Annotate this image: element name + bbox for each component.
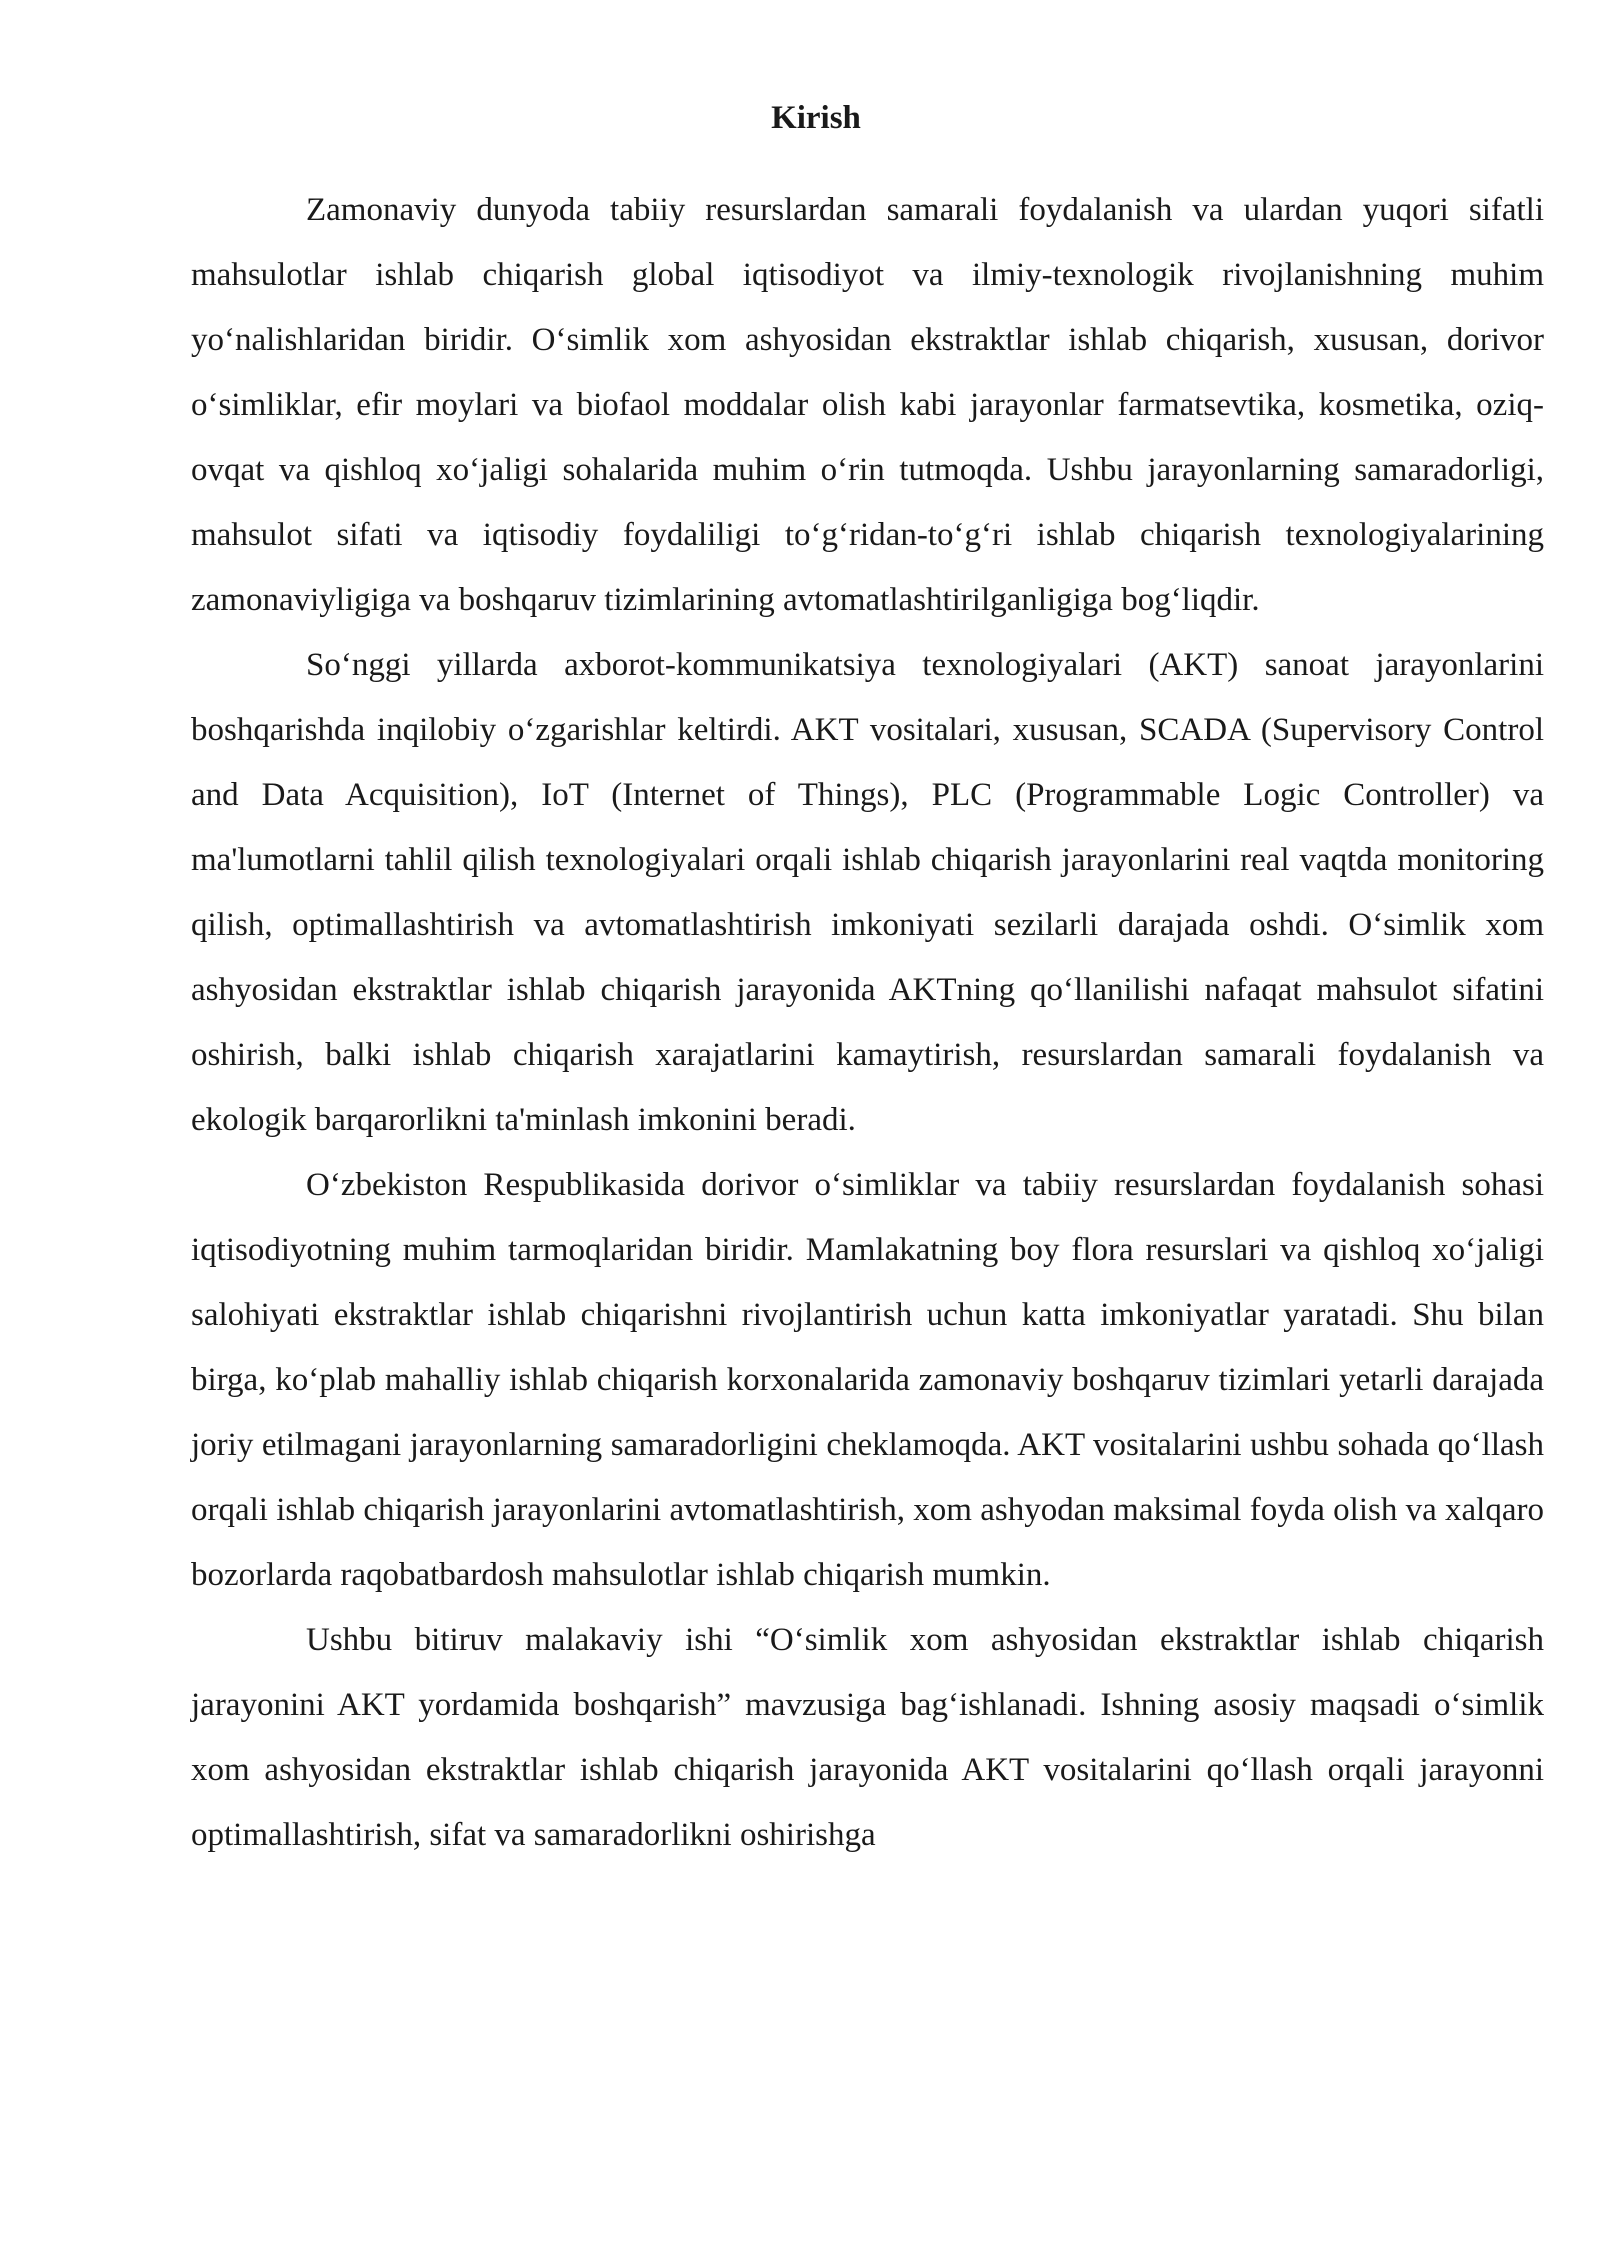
document-body bbox=[191, 178, 1544, 1868]
page-title: Kirish bbox=[771, 100, 861, 136]
paragraph-4: Ushbu bitiruv malakaviy ishi “O‘simlik xom ashyosidan ekstraktlar ishlab chiqarish jarayonini AKT yordamida boshqarish” mavzusiga bag‘ishlanadi. Ishning asosiy maqsadi o‘simlik xom ashyosidan ekstraktlar ishlab chiqarish jarayonida AKT vositalarini qo‘llash orqali jarayonni optimallashtirish, sifat va samaradorlikni oshirishga bbox=[191, 1622, 1544, 1853]
paragraph-1: Zamonaviy dunyoda tabiiy resurslardan samarali foydalanish va ulardan yuqori sifatli mahsulotlar ishlab chiqarish global iqtisodiyot va ilmiy-texnologik rivojlanishning muhim yo‘nalishlaridan biridir. O‘simlik xom ashyosidan ekstraktlar ishlab chiqarish, xususan, dorivor o‘simliklar, efir moylari va biofaol moddalar olish kabi jarayonlar farmatsevtika, kosmetika, oziq-ovqat va qishloq xo‘jaligi sohalarida muhim o‘rin tutmoqda. Ushbu jarayonlarning samaradorligi, mahsulot sifati va iqtisodiy foydaliligi to‘g‘ridan-to‘g‘ri ishlab chiqarish texnologiyalarining zamonaviyligiga va boshqaruv tizimlarining avtomatlashtirilganligiga bog‘liqdir. bbox=[191, 192, 1544, 618]
paragraph-2: So‘nggi yillarda axborot-kommunikatsiya texnologiyalari (AKT) sanoat jarayonlarini boshqarishda inqilobiy o‘zgarishlar keltirdi. AKT vositalari, xususan, SCADA (Supervisory Control and Data Acquisition), IoT (Internet of Things), PLC (Programmable Logic Controller) va ma'lumotlarni tahlil qilish texnologiyalari orqali ishlab chiqarish jarayonlarini real vaqtda monitoring qilish, optimallashtirish va avtomatlashtirish imkoniyati sezilarli darajada oshdi. O‘simlik xom ashyosidan ekstraktlar ishlab chiqarish jarayonida AKTning qo‘llanilishi nafaqat mahsulot sifatini oshirish, balki ishlab chiqarish xarajatlarini kamaytirish, resurslardan samarali foydalanish va ekologik barqarorlikni ta'minlash imkonini beradi. bbox=[191, 647, 1544, 1138]
paragraph-3: O‘zbekiston Respublikasida dorivor o‘simliklar va tabiiy resurslardan foydalanish sohasi iqtisodiyotning muhim tarmoqlaridan biridir. Mamlakatning boy flora resurslari va qishloq xo‘jaligi salohiyati ekstraktlar ishlab chiqarishni rivojlantirish uchun katta imkoniyatlar yaratadi. Shu bilan birga, ko‘plab mahalliy ishlab chiqarish korxonalarida zamonaviy boshqaruv tizimlari yetarli darajada joriy etilmagani jarayonlarning samaradorligini cheklamoqda. AKT vositalarini ushbu sohada qo‘llash orqali ishlab chiqarish jarayonlarini avtomatlashtirish, xom ashyodan maksimal foyda olish va xalqaro bozorlarda raqobatbardosh mahsulotlar ishlab chiqarish mumkin. bbox=[191, 1167, 1544, 1593]
